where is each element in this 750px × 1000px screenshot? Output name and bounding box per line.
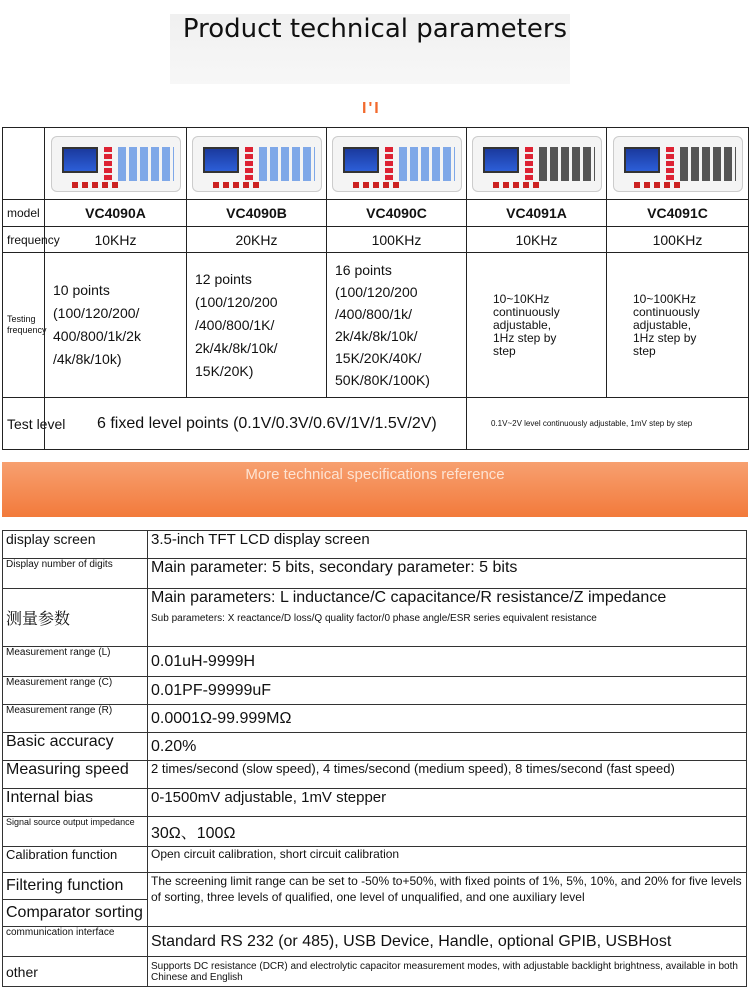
spec-row	[3, 677, 747, 705]
spec-value: Standard RS 232 (or 485), USB Device, Handle, optional GPIB, USBHost	[148, 927, 747, 957]
spec-row	[3, 559, 747, 589]
points-line: adjustable,	[633, 317, 692, 332]
points-cell-b	[187, 253, 327, 398]
points-line: 10~10KHz	[493, 291, 550, 306]
device-photo-vc4091c	[607, 128, 749, 200]
points-cell-a	[45, 253, 187, 398]
level-fixed-cell: 6 fixed level points (0.1V/0.3V/0.6V/1V/1.5V/2V)	[45, 398, 467, 450]
spec-value: 2 times/second (slow speed), 4 times/second (medium speed), 8 times/second (fast speed)	[148, 761, 747, 789]
spec-key: Basic accuracy	[3, 733, 148, 761]
points-line: adjustable,	[493, 317, 552, 332]
model-cell: VC4090A	[45, 200, 187, 227]
spec-key: other	[3, 957, 148, 987]
device-photo-vc4090a	[45, 128, 187, 200]
points-line: continuously	[633, 304, 700, 319]
spec-value-sub: Sub parameters: X reactance/D loss/Q quality factor/0 phase angle/ESR series equivalent resistance	[151, 613, 597, 624]
title-band	[0, 0, 750, 117]
spec-value: 0.01PF-99999uF	[148, 677, 747, 705]
spec-key: Calibration function	[3, 847, 148, 873]
points-line: 2k/4k/8k/10k/	[195, 339, 278, 356]
spec-key: Measurement range (L)	[3, 647, 148, 677]
points-line: 15K/20K)	[195, 362, 254, 379]
spec-key: Signal source output impedance	[3, 817, 148, 847]
spec-row	[3, 789, 747, 817]
points-cell-4091c	[607, 253, 749, 398]
points-line: 1Hz step by	[633, 330, 697, 345]
spec-row	[3, 705, 747, 733]
spec-value: Supports DC resistance (DCR) and electrolytic capacitor measurement modes, with adjustable backlight brightness, available in both Chinese and English	[148, 957, 747, 987]
spec-value-params	[148, 589, 747, 647]
model-label: model	[3, 200, 45, 227]
spec-key: display screen	[3, 531, 148, 559]
spec-value: 0.20%	[148, 733, 747, 761]
spec-value: Open circuit calibration, short circuit calibration	[148, 847, 747, 873]
specs-banner-text: More technical specifications reference	[245, 466, 505, 483]
points-line: 400/800/1k/2k	[53, 328, 141, 344]
frequency-row	[3, 227, 749, 253]
points-line: step	[493, 343, 516, 358]
spec-key: Comparator sorting	[3, 900, 148, 927]
spec-key: Display number of digits	[3, 559, 148, 589]
device-photo-vc4090b	[187, 128, 327, 200]
spec-row	[3, 733, 747, 761]
testing-frequency-row	[3, 253, 749, 398]
device-photo-vc4090c	[327, 128, 467, 200]
page-title: Product technical parameters	[182, 14, 568, 44]
spec-value: 3.5-inch TFT LCD display screen	[148, 531, 747, 559]
points-line: continuously	[493, 304, 560, 319]
comparison-table	[2, 127, 749, 450]
points-line: (100/120/200	[195, 293, 278, 310]
points-line: 10~100KHz	[633, 291, 697, 306]
points-line: 2k/4k/8k/10k/	[335, 328, 418, 344]
level-adjustable-cell: 0.1V~2V level continuously adjustable, 1mV step by step	[467, 398, 749, 450]
testing-frequency-label: Testing frequency	[3, 253, 45, 398]
frequency-cell: 100KHz	[607, 227, 749, 253]
spec-row	[3, 817, 747, 847]
spec-row	[3, 927, 747, 957]
spec-value: The screening limit range can be set to -50% to+50%, with fixed points of 1%, 5%, 10%, and 20% for five levels of sorting, three levels of qualified, one level of unqualified, and one auxiliary level	[148, 873, 747, 927]
test-level-row	[3, 398, 749, 450]
model-cell: VC4091C	[607, 200, 749, 227]
spec-value: 30Ω、100Ω	[148, 817, 747, 847]
spec-key: Filtering function	[3, 873, 148, 900]
specs-banner	[2, 462, 748, 517]
points-line: /400/800/1K/	[195, 316, 275, 333]
frequency-cell: 10KHz	[45, 227, 187, 253]
points-line: /4k/8k/10k)	[53, 351, 122, 367]
frequency-label: frequency	[3, 227, 45, 253]
model-row	[3, 200, 749, 227]
spec-row	[3, 531, 747, 559]
frequency-cell: 20KHz	[187, 227, 327, 253]
spec-value: 0.01uH-9999H	[148, 647, 747, 677]
spec-row	[3, 957, 747, 987]
photo-row-label	[3, 128, 45, 200]
points-line: step	[633, 343, 656, 358]
points-line: 50K/80K/100K)	[335, 372, 430, 388]
device-photo-vc4091a	[467, 128, 607, 200]
spec-row	[3, 589, 747, 647]
title-mark: I'I	[362, 100, 381, 117]
spec-row	[3, 873, 747, 900]
spec-key: Measurement range (C)	[3, 677, 148, 705]
spec-value: Main parameter: 5 bits, secondary parameter: 5 bits	[148, 559, 747, 589]
points-line: 12 points	[195, 270, 252, 287]
points-line: /400/800/1k/	[335, 306, 413, 322]
points-line: 15K/20K/40K/	[335, 350, 422, 366]
spec-value-main: Main parameters: L inductance/C capacitance/R resistance/Z impedance	[151, 589, 667, 606]
frequency-cell: 100KHz	[327, 227, 467, 253]
spec-value: 0-1500mV adjustable, 1mV stepper	[148, 789, 747, 817]
points-cell-4091a	[467, 253, 607, 398]
spec-key: Measurement range (R)	[3, 705, 148, 733]
spec-key: communication interface	[3, 927, 148, 957]
spec-value: 0.0001Ω-99.999MΩ	[148, 705, 747, 733]
model-cell: VC4091A	[467, 200, 607, 227]
spec-row	[3, 761, 747, 789]
spec-key: Measuring speed	[3, 761, 148, 789]
points-line: 16 points	[335, 262, 392, 278]
test-level-label: Test level	[3, 398, 45, 450]
frequency-cell: 10KHz	[467, 227, 607, 253]
spec-row	[3, 647, 747, 677]
photo-row	[3, 128, 749, 200]
spec-key: 测量参数	[3, 589, 148, 647]
model-cell: VC4090C	[327, 200, 467, 227]
points-line: 1Hz step by	[493, 330, 557, 345]
spec-row	[3, 847, 747, 873]
points-cell-c	[327, 253, 467, 398]
points-line: (100/120/200/	[53, 305, 140, 321]
specs-table	[2, 530, 747, 987]
points-line: 10 points	[53, 282, 110, 298]
spec-key: Internal bias	[3, 789, 148, 817]
points-line: (100/120/200	[335, 284, 418, 300]
model-cell: VC4090B	[187, 200, 327, 227]
